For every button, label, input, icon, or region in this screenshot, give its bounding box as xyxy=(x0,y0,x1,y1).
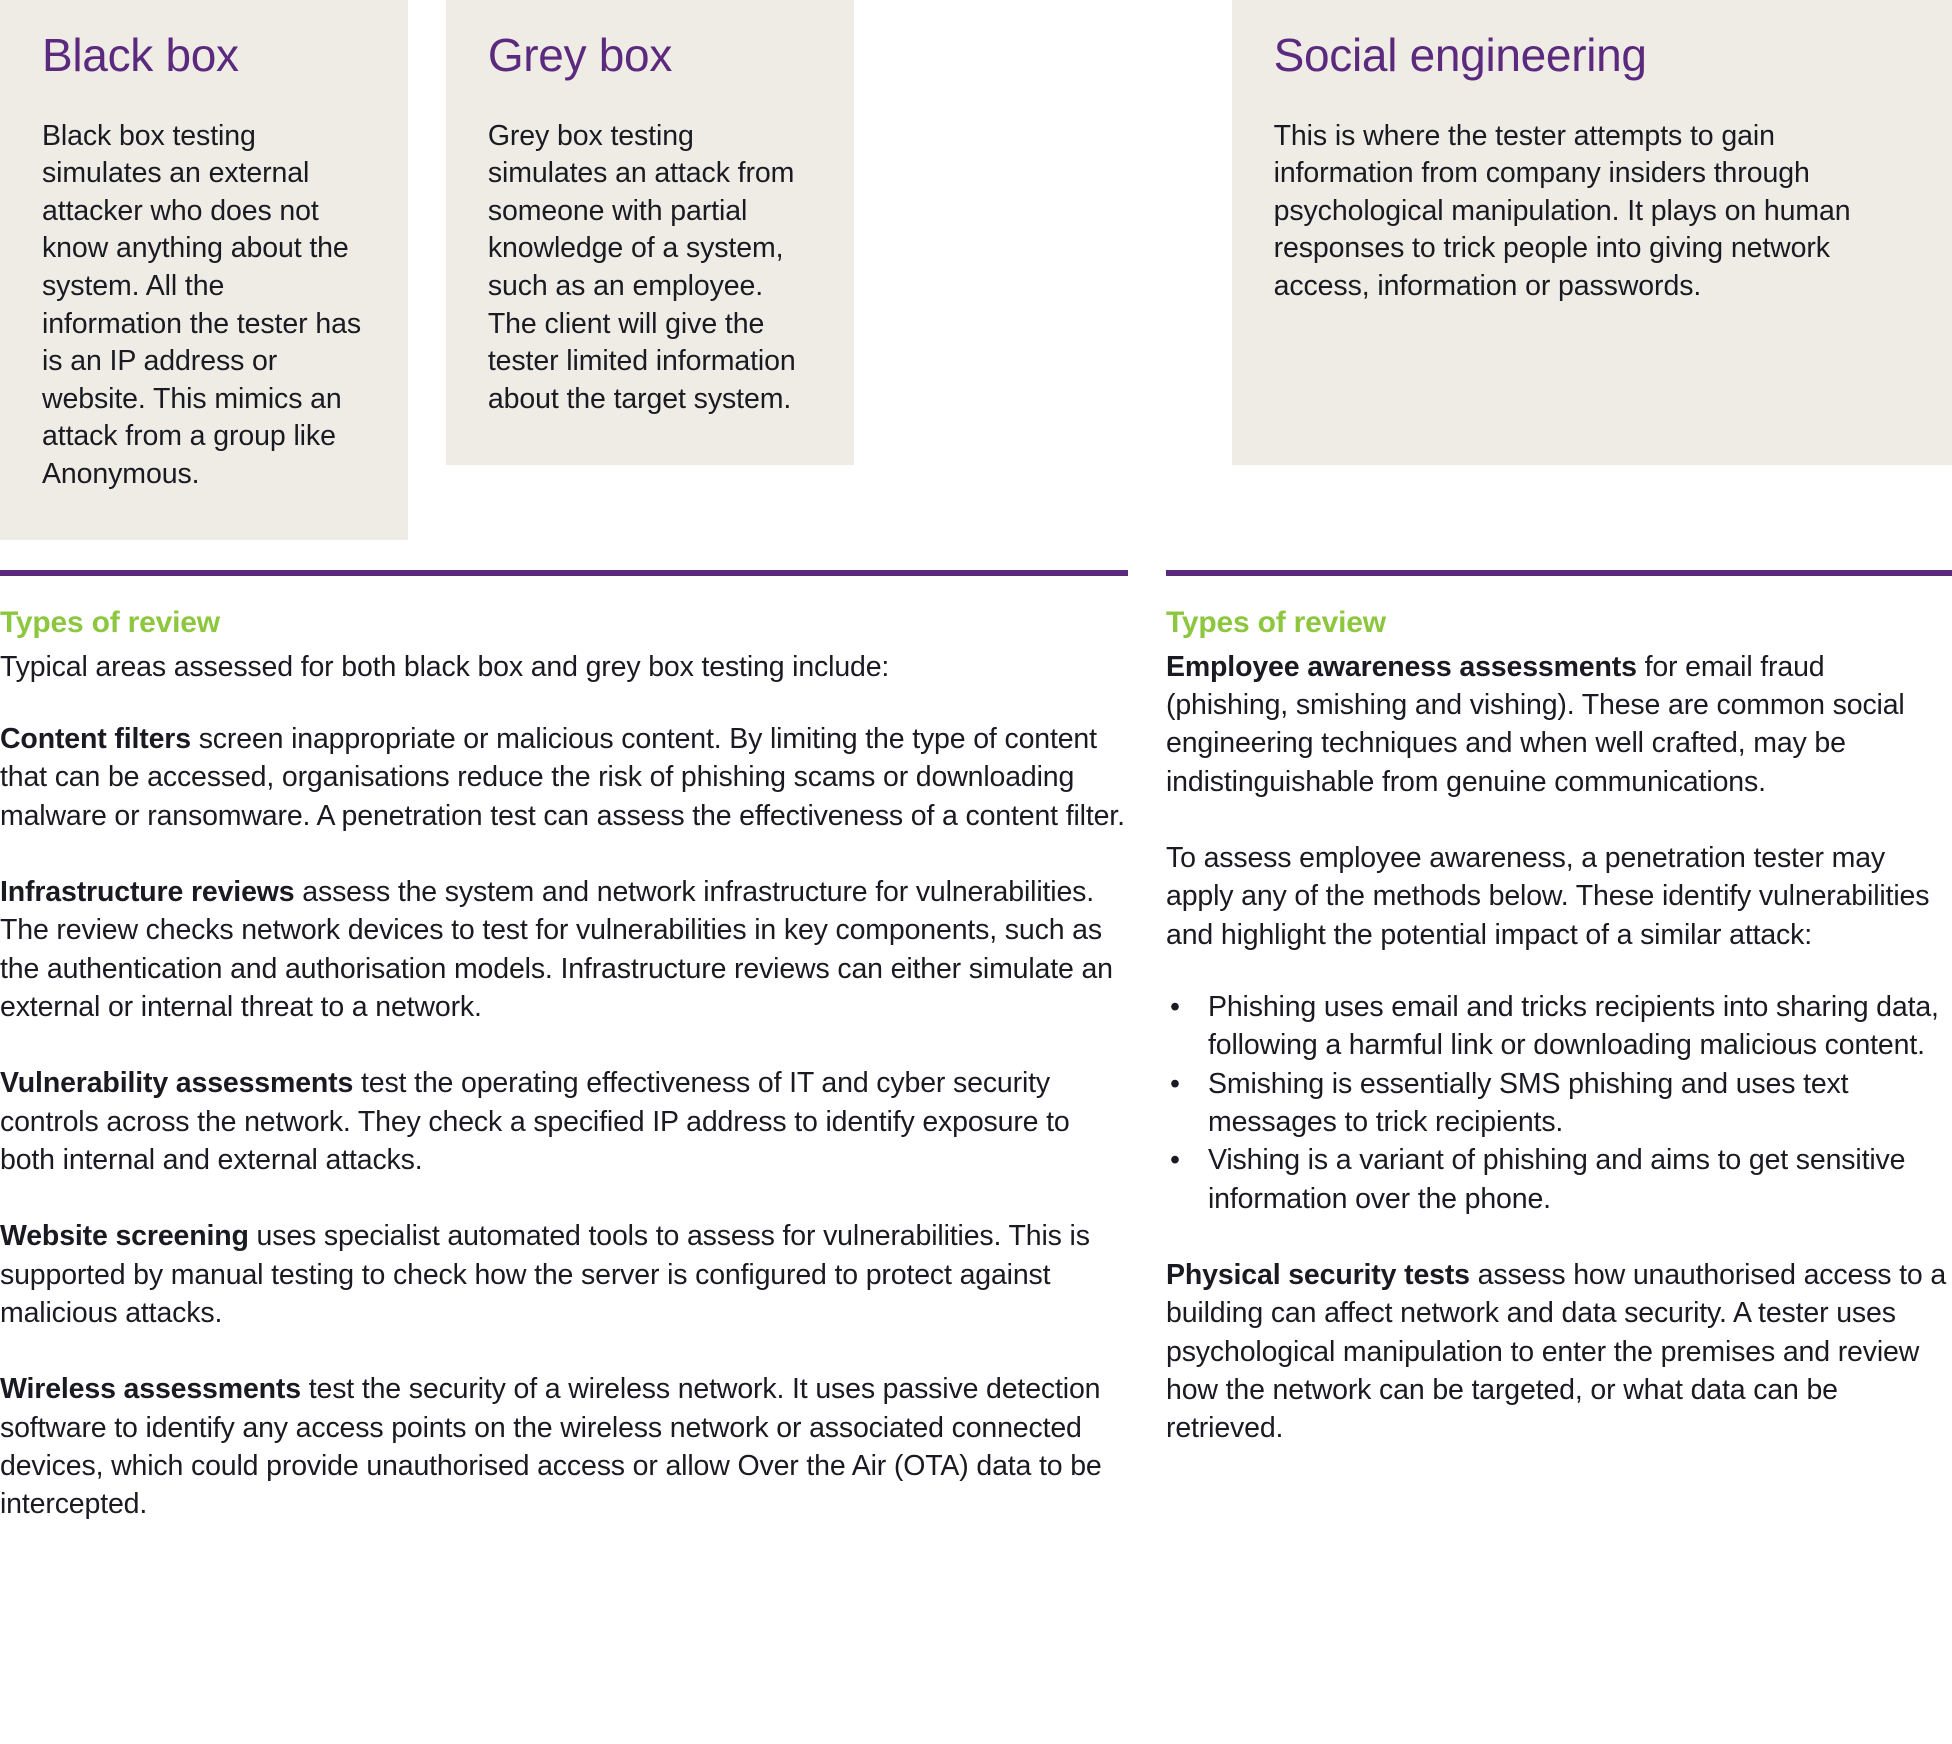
card-title-black-box: Black box xyxy=(42,29,239,81)
card-title-grey-box: Grey box xyxy=(487,29,673,81)
column-right-types-of-review xyxy=(1166,570,1952,1524)
review-item-wireless-assessments xyxy=(0,1370,1128,1523)
review-item-vulnerability-assessments xyxy=(0,1064,1128,1179)
review-item-lead: Physical security tests xyxy=(1166,1258,1470,1291)
list-item: • Phishing uses email and tricks recipients into sharing data, following a harmful link or downloading malicious content. xyxy=(1166,988,1952,1065)
card-black-box xyxy=(0,0,408,540)
card-title-social-engineering: Social engineering xyxy=(1273,29,1647,81)
social-engineering-methods-list xyxy=(1166,988,1952,1218)
card-social-engineering xyxy=(1232,0,1952,465)
review-item-text: for email fraud (phishing, smishing and vishing). These are common social engineering techniques and when well crafted, may be indistinguishable from genuine communications. xyxy=(1166,650,1905,798)
review-item-website-screening xyxy=(0,1217,1128,1332)
card-grey-box xyxy=(446,0,854,465)
types-of-review-columns xyxy=(0,570,1952,1524)
review-item-lead: Infrastructure reviews xyxy=(0,875,295,908)
review-item-content-filters xyxy=(0,720,1128,835)
left-intro-paragraph: Typical areas assessed for both black box and grey box testing include: xyxy=(0,650,890,683)
review-item-text: test the security of a wireless network. It uses passive detection software to identify any access points on the wireless network or associated connected devices, which could provide unauthorised access or allow Over the Air (OTA) data to be intercepted. xyxy=(0,1373,1102,1521)
divider-right xyxy=(1166,570,1952,576)
methods-intro-paragraph: To assess employee awareness, a penetration tester may apply any of the methods below. These identify vulnerabilities and highlight the potential impact of a similar attack: xyxy=(1166,841,1930,951)
review-item-text: uses specialist automated tools to assess for vulnerabilities. This is supported by manual testing to check how the server is configured to protect against malicious attacks. xyxy=(0,1220,1090,1329)
list-item: • Smishing is essentially SMS phishing and uses text messages to trick recipients. xyxy=(1166,1065,1952,1142)
section-heading-right: Types of review xyxy=(1166,605,1386,639)
testing-types-cards-row xyxy=(0,0,1952,540)
review-item-lead: Vulnerability assessments xyxy=(0,1067,354,1100)
review-item-text: screen inappropriate or malicious content. By limiting the type of content that can be accessed, organisations reduce the risk of phishing scams or downloading malware or ransomware. A penetration test can assess the effectiveness of a content filter. xyxy=(0,722,1125,832)
card-body-black-box: Black box testing simulates an external attacker who does not know anything about the system. All the information the tester has is an IP address or website. This mimics an attack from a group like Anonymous. xyxy=(42,119,361,490)
card-body-grey-box: Grey box testing simulates an attack from someone with partial knowledge of a system, such as an employee. The client will give the tester limited information about the target system. xyxy=(487,119,796,415)
card-body-social-engineering: This is where the tester attempts to gain information from company insiders through psychological manipulation. It plays on human responses to trick people into giving network access, information or passwords. xyxy=(1273,119,1851,302)
review-item-text: assess the system and network infrastructure for vulnerabilities. The review checks network devices to test for vulnerabilities in key components, such as the authentication and authorisation models. Infrastructure reviews can either simulate an external or internal threat to a network. xyxy=(0,875,1113,1023)
review-item-lead: Website screening xyxy=(0,1220,249,1253)
review-item-text: assess how unauthorised access to a building can affect network and data security. A tester uses psychological manipulation to enter the premises and review how the network can be targeted, or what data can be retrieved. xyxy=(1166,1258,1947,1445)
review-item-employee-awareness xyxy=(1166,648,1952,801)
divider-left xyxy=(0,570,1128,576)
list-item: • Vishing is a variant of phishing and aims to get sensitive information over the phone. xyxy=(1166,1141,1952,1218)
review-item-text: test the operating effectiveness of IT and cyber security controls across the network. They check a specified IP address to identify exposure to both internal and external attacks. xyxy=(0,1067,1070,1176)
review-item-lead: Employee awareness assessments xyxy=(1166,650,1637,683)
review-item-lead: Content filters xyxy=(0,722,191,755)
column-left-types-of-review xyxy=(0,570,1128,1524)
section-heading-left: Types of review xyxy=(0,605,220,639)
review-item-physical-security-tests xyxy=(1166,1256,1952,1448)
review-item-lead: Wireless assessments xyxy=(0,1373,301,1406)
review-item-infrastructure-reviews xyxy=(0,873,1128,1026)
